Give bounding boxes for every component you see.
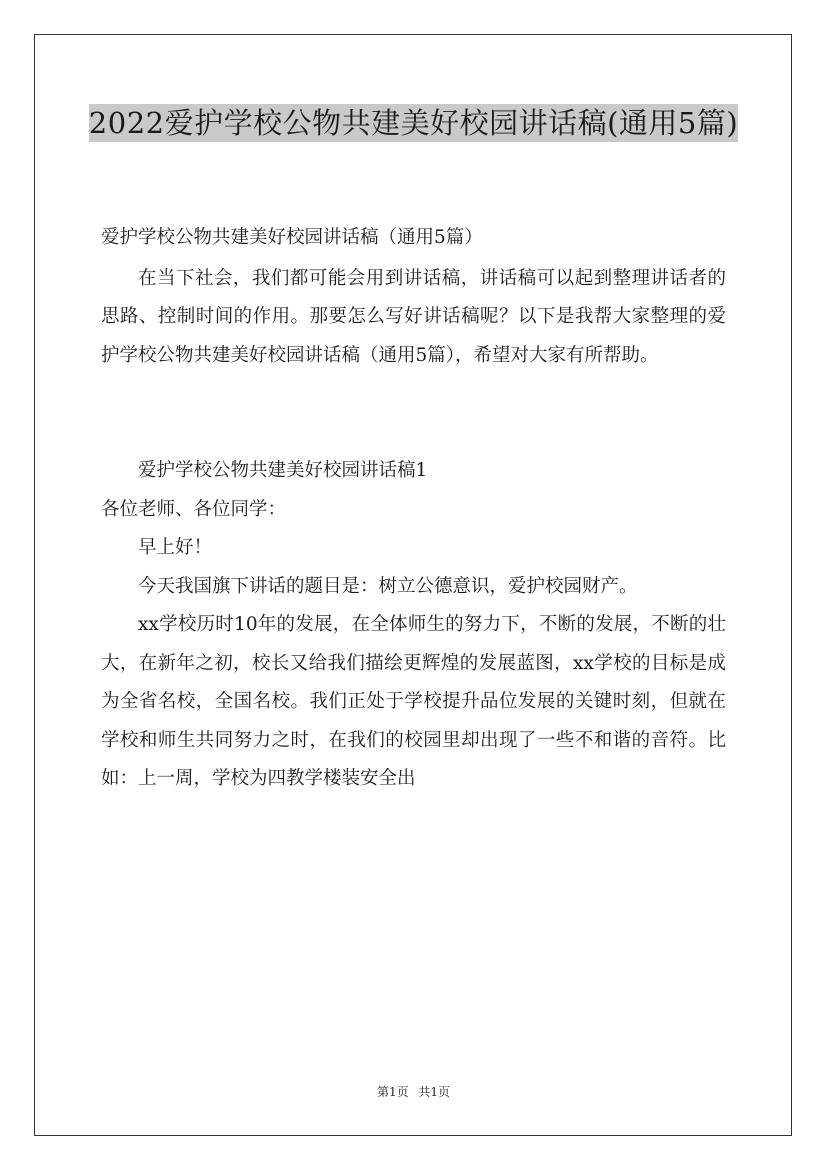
intro-paragraph: 在当下社会，我们都可能会用到讲话稿，讲话稿可以起到整理讲话者的思路、控制时间的作用。那要怎么写好讲话稿呢？以下是我帮大家整理的爱护学校公物共建美好校园讲话稿（通用5篇），希望对大家有所帮助。 bbox=[101, 267, 726, 366]
document-body bbox=[101, 219, 726, 799]
page-footer bbox=[0, 1083, 827, 1100]
page-number: 第1页 bbox=[376, 1085, 409, 1099]
document-title bbox=[60, 100, 767, 147]
section-heading: 爱护学校公物共建美好校园讲话稿1 bbox=[138, 460, 428, 481]
document-title-text: 2022爱护学校公物共建美好校园讲话稿(通用5篇) bbox=[88, 106, 739, 140]
topic-line: 今天我国旗下讲话的题目是：树立公德意识，爱护校园财产。 bbox=[138, 575, 638, 597]
subtitle-line: 爱护学校公物共建美好校园讲话稿（通用5篇） bbox=[101, 227, 483, 248]
body-paragraph: xx学校历时10年的发展，在全体师生的努力下，不断的发展，不断的壮大，在新年之初，校长又给我们描绘更辉煌的发展蓝图，xx学校的目标是成为全省名校，全国名校。我们正处于学校提升品位发展的关键时刻，但就在学校和师生共同努力之时，在我们的校园里却出现了一些不和谐的音符。比如：上一周，学校为四教学楼装安全出 bbox=[101, 614, 726, 789]
greeting: 早上好！ bbox=[138, 537, 213, 558]
section-gap bbox=[101, 375, 726, 452]
page-total: 共1页 bbox=[418, 1085, 451, 1099]
salutation: 各位老师、各位同学： bbox=[101, 498, 287, 520]
